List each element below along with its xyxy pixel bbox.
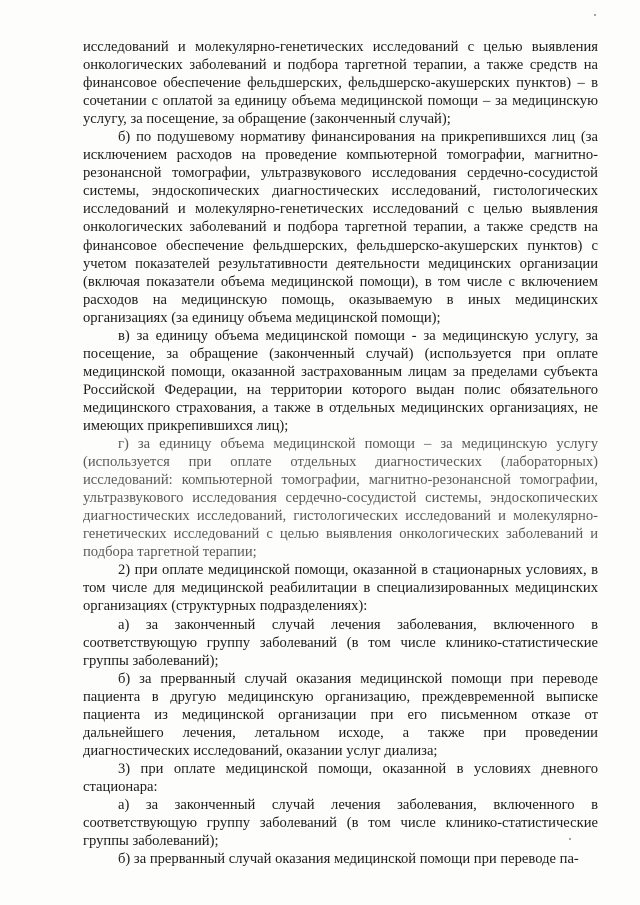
- paragraph-item-2a-completed-case: а) за законченный случай лечения заболевания, включенного в соответствующую группу заболеваний (в том числе клинико-статистические группы заболеваний);: [83, 616, 598, 669]
- paragraph-item-3-day-hospital: 3) при оплате медицинской помощи, оказанной в условиях дневного стационара:: [83, 760, 598, 795]
- paragraph-item-3b-interrupted-case: б) за прерванный случай оказания медицинской помощи при переводе па-: [118, 851, 579, 868]
- paragraph-item-g-diagnostics: г) за единицу объема медицинской помощи – за медицинскую услугу (используется при оплате отдельных диагностических (лабораторных) исследований: компьютерной томографии, магнитно-резонансной томографии, ультразвукового исследования сердечно-сосудистой системы, эндоскопических диагностических исследований, гистологических исследований и молекулярно-генетических исследований с целью выявления онкологических заболеваний и подбора таргетной терапии;: [83, 436, 598, 561]
- paragraph-item-b-per-capita: б) по подушевому нормативу финансирования на прикрепившихся лиц (за исключением расходов на проведение компьютерной томографии, магнитно-резонансной томографии, ультразвукового исследования сердечно-сосудистой системы, эндоскопических диагностических исследований, гистологических исследований и молекулярно-генетических исследований с целью выявления онкологических заболеваний и подбора таргетной терапии, а также средств на финансовое обеспечение фельдшерских, фельдшерско-акушерских пунктов) с учетом показателей результативности деятельности медицинских организации (включая показатели объема медицинской помощи), в том числе с включением расходов на медицинскую помощь, оказываемую в иных медицинских организациях (за единицу объема медицинской помощи);: [83, 129, 598, 326]
- paragraph-item-2-inpatient: 2) при оплате медицинской помощи, оказанной в стационарных условиях, в том числе для медицинской реабилитации в специализированных медицинских организациях (структурных подразделениях):: [83, 562, 598, 615]
- scan-speck: [594, 14, 596, 16]
- paragraph-item-3a-completed-case: а) за законченный случай лечения заболевания, включенного в соответствующую группу заболеваний (в том числе клинико-статистические группы заболеваний);: [83, 796, 598, 850]
- paragraph-item-2b-interrupted-case: б) за прерванный случай оказания медицинской помощи при переводе пациента в другую медицинскую организацию, преждевременной выписке пациента из медицинской организации при его письменном отказе от дальнейшего лечения, летальном исходе, а также при проведении диагностических исследований, оказании услуг диализа;: [83, 670, 598, 759]
- paragraph-continuation: исследований и молекулярно-генетических исследований с целью выявления онкологических заболеваний и подбора таргетной терапии, а также средств на финансовое обеспечение фельдшерских, фельдшерско-акушерских пунктов) – в сочетании с оплатой за единицу объема медицинской помощи – за медицинскую услугу, за посещение, за обращение (законченный случай);: [83, 39, 598, 128]
- document-body: [83, 38, 598, 868]
- paragraph-item-v-unit-volume: в) за единицу объема медицинской помощи - за медицинскую услугу, за посещение, за обращение (законченный случай) (используется при оплате медицинской помощи, оказанной застрахованным лицам за пределами субъекта Российской Федерации, на территории которого выдан полис обязательного медицинского страхования, а также в отдельных медицинских организациях, не имеющих прикрепившихся лиц);: [83, 327, 598, 434]
